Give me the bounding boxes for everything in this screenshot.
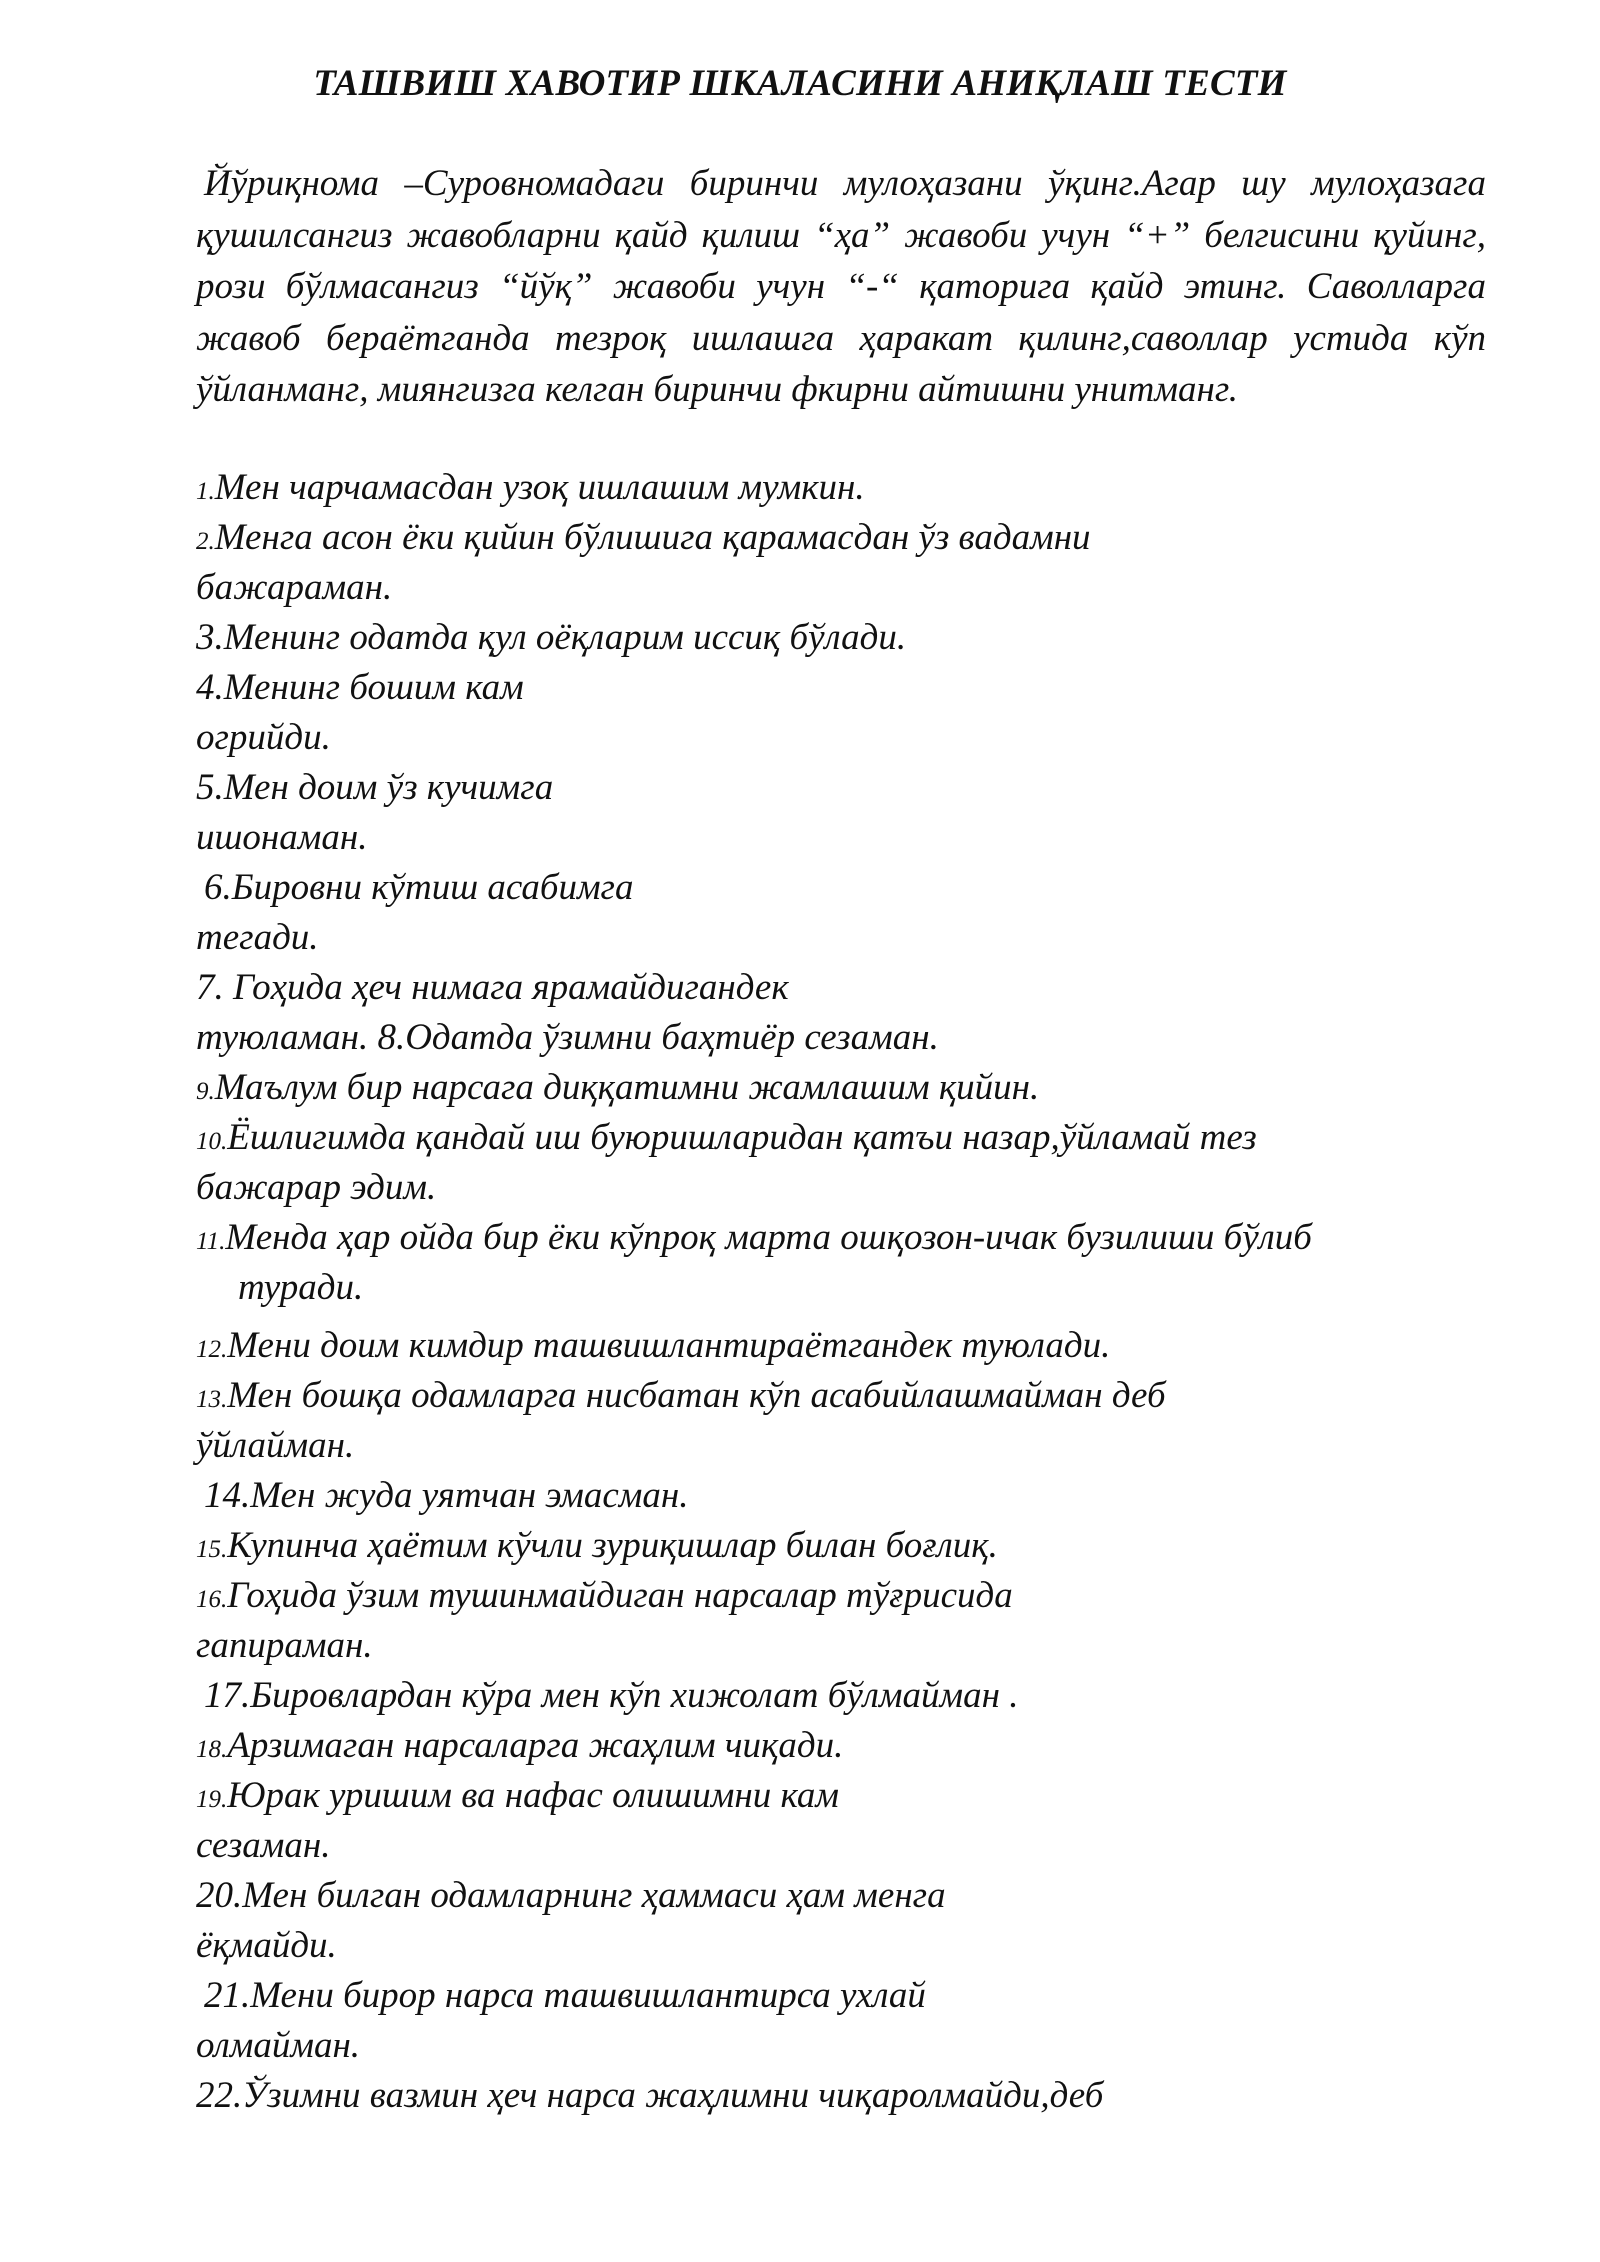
question-line <box>204 866 634 910</box>
question-text: туради. <box>238 1267 364 1308</box>
question-line <box>196 1166 436 1210</box>
question-text: Менга асон ёки қийин бўлишига қарамасдан ўз вадамни <box>214 517 1091 558</box>
question-text: 17.Бировлардан кўра мен кўп хижолат бўлмайман . <box>204 1675 1019 1716</box>
question-number: 16. <box>196 1586 228 1613</box>
question-text: 7. Гоҳида ҳеч нимага ярамайдигандек <box>196 967 789 1008</box>
question-text: 3.Менинг одатда қул оёқларим иссиқ бўлади. <box>196 617 907 658</box>
question-line <box>196 1624 373 1668</box>
question-text: 5.Мен доим ўз кучимга <box>196 767 554 808</box>
question-line <box>196 1066 1039 1114</box>
question-text: Купинча ҳаётим кўчли зуриқишлар билан боғлиқ. <box>227 1525 998 1566</box>
question-number: 13. <box>196 1386 228 1413</box>
question-line <box>204 1974 926 2018</box>
question-text: Арзимаган нарсаларга жаҳлим чиқади. <box>227 1725 844 1766</box>
question-text: бажарар эдим. <box>196 1167 437 1208</box>
question-text: олмайман. <box>196 2025 361 2066</box>
question-number: 19. <box>196 1786 228 1813</box>
document-title: ТАШВИШ ХАВОТИР ШКАЛАСИНИ АНИҚЛАШ ТЕСТИ <box>313 63 1287 104</box>
question-line <box>196 1924 337 1968</box>
question-number: 11. <box>196 1228 226 1255</box>
question-number: 1. <box>196 478 215 505</box>
question-number: 18. <box>196 1736 228 1763</box>
question-number: 9. <box>196 1078 215 1105</box>
question-line <box>204 1474 688 1518</box>
question-text: гапираман. <box>196 1625 373 1666</box>
question-line <box>196 766 553 810</box>
question-line <box>196 1874 946 1918</box>
question-text: Мен чарчамасдан узоқ ишлашим мумкин. <box>214 467 865 508</box>
question-line <box>196 1774 839 1822</box>
question-number: 2. <box>196 528 215 555</box>
question-text: Мен бошқа одамларга нисбатан кўп асабийлашмайман деб <box>227 1375 1166 1416</box>
question-line <box>196 1016 939 1060</box>
question-text: 6.Бировни кўтиш асабимга <box>204 867 634 908</box>
question-line <box>196 1524 998 1572</box>
question-line <box>196 966 789 1010</box>
question-text: Юрак уришим ва нафас олишимни кам <box>227 1775 839 1816</box>
question-line <box>196 716 331 760</box>
question-number: 12. <box>196 1336 228 1363</box>
question-line <box>196 1724 843 1772</box>
question-text: 14.Мен жуда уятчан эмасман. <box>204 1475 689 1516</box>
question-line <box>196 566 392 610</box>
question-text: Мени доим кимдир ташвишлантираётгандек туюлади. <box>227 1325 1111 1366</box>
question-line <box>238 1266 363 1310</box>
question-number: 15. <box>196 1536 228 1563</box>
question-line <box>196 1216 1312 1264</box>
question-text: ўйлайман. <box>196 1425 355 1466</box>
question-line <box>196 1324 1110 1372</box>
question-line <box>196 1574 1013 1622</box>
question-text: Маълум бир нарсага диққатимни жамлашим қийин. <box>214 1067 1040 1108</box>
question-text: тегади. <box>196 917 319 958</box>
question-text: туюламан. 8.Одатда ўзимни баҳтиёр сезаман. <box>196 1017 939 1058</box>
instructions-paragraph: Йўриқнома –Суровномадаги биринчи мулоҳазани ўқинг.Агар шу мулоҳазага қушилсангиз жавобларни қайд қилиш “ҳа” жавоби учун “+” белгисини қуйинг, рози бўлмасангиз “йўқ” жавоби учун “-“ қаторига қайд этинг. Саволларга жавоб бераётганда тезроқ ишлашга ҳаракат қилинг,саволлар устида кўп ўйланманг, миянгизга келган биринчи фкирни айтишни унитманг. <box>196 163 1486 410</box>
question-text: ёқмайди. <box>196 1925 337 1966</box>
question-text: 20.Мен билган одамларнинг ҳаммаси ҳам менга <box>196 1875 946 1916</box>
question-text: ишонаман. <box>196 817 368 858</box>
question-text: Гоҳида ўзим тушинмайдиган нарсалар тўғрисида <box>227 1575 1013 1616</box>
question-text: огрийди. <box>196 717 331 758</box>
question-text: сезаман. <box>196 1825 331 1866</box>
question-line <box>196 1824 331 1868</box>
question-line <box>196 816 368 860</box>
question-line <box>196 666 524 710</box>
question-line <box>196 466 865 514</box>
question-line <box>196 516 1091 564</box>
question-line <box>196 616 906 660</box>
question-line <box>196 1424 354 1468</box>
question-line <box>204 1674 1018 1718</box>
question-line <box>196 1116 1257 1164</box>
question-text: Ёшлигимда қандай иш буюришларидан қатъи назар,ўйламай тез <box>227 1117 1257 1158</box>
question-text: 21.Мени бирор нарса ташвишлантирса ухлай <box>204 1975 926 2016</box>
question-text: 22.Ўзимни вазмин ҳеч нарса жаҳлимни чиқаролмайди,деб <box>196 2075 1104 2116</box>
question-line <box>196 2074 1103 2118</box>
question-line <box>196 916 319 960</box>
question-number: 10. <box>196 1128 228 1155</box>
question-line <box>196 1374 1166 1422</box>
question-text: Менда ҳар ойда бир ёки кўпроқ марта ошқозон-ичак бузилиши бўлиб <box>225 1217 1312 1258</box>
question-text: бажараман. <box>196 567 393 608</box>
question-line <box>196 2024 360 2068</box>
question-text: 4.Менинг бошим кам <box>196 667 524 708</box>
